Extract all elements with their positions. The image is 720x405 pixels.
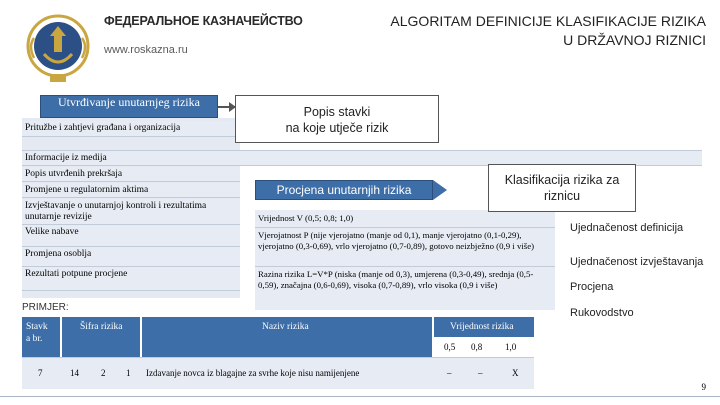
cell-risk-name: Izdavanje novca iz blagajne za svrhe koje nisu namijenjene	[146, 368, 360, 378]
criteria-panel	[255, 210, 555, 310]
cell-risk-code: 2	[101, 368, 106, 378]
assessment-arrow-icon	[433, 180, 447, 200]
classification-box	[488, 164, 636, 212]
header-item-no-line1: Stavk	[26, 322, 48, 332]
source-item: Promjena osoblja	[22, 247, 240, 267]
cell-risk-code: 14	[70, 368, 79, 378]
value-option: 1,0	[505, 342, 517, 352]
source-item: Velike nabave	[22, 225, 240, 247]
affected-items-line1: Popis stavki	[303, 105, 371, 119]
example-label: PRIMJER:	[22, 302, 69, 313]
page-number: 9	[701, 382, 706, 392]
outcome-label: Procjena	[570, 281, 614, 293]
internal-risk-assessment-box: Utvrđivanje unutarnjeg rizika	[40, 95, 218, 118]
cell-risk-code: 1	[126, 368, 131, 378]
criterion-probability: Vjerojatnost P (nije vjerojatno (manje od 0,1), manje vjerojatno (0,1-0,29), vjerojatno (0,3-0,69), vrlo vjerojatno (0,7-0,89), gotovo neizbježno (0,9 i više)	[258, 230, 535, 251]
header-risk-value: Vrijednost rizika	[450, 322, 514, 332]
page-title-line2: U DRŽAVNOJ RIZNICI	[563, 32, 706, 48]
header-risk-code: Šifra rizika	[80, 322, 123, 332]
source-item: Rezultati potpune procjene	[22, 267, 240, 291]
affected-items-line2: na koje utječe rizik	[285, 121, 389, 135]
header-item-no-line2: a br.	[26, 334, 43, 344]
value-option: 0,5	[444, 342, 456, 352]
source-item: Izvještavanje o unutarnjoj kontroli i rezultatima unutarnje revizije	[22, 199, 240, 225]
treasury-emblem-icon	[22, 8, 94, 86]
classification-line2: riznicu	[543, 189, 581, 203]
affected-items-box	[235, 95, 439, 143]
classification-line1: Klasifikacija rizika za	[504, 173, 620, 187]
criterion-risk-level: Razina rizika L=V*P (niska (manje od 0,3), umjerena (0,3-0,49), srednja (0,5-0,59), značajna (0,6-0,69), visoka (0,7-0,89), vrlo visoka (0,9 i više)	[258, 269, 534, 290]
assessment-label-box: Procjena unutarnjih rizika	[255, 180, 433, 200]
outcome-label: Ujednačenost izvještavanja	[570, 256, 704, 268]
media-info-band: Informacije iz medija	[22, 150, 702, 166]
source-item: Promjene u regulatornim aktima	[22, 183, 240, 198]
org-name: ФЕДЕРАЛЬНОЕ КАЗНАЧЕЙСТВО	[104, 14, 303, 28]
footer-rule	[0, 396, 720, 397]
cell-value-mark: –	[447, 368, 452, 378]
cell-value-mark: X	[512, 368, 519, 378]
source-item: Popis utvrđenih prekršaja	[22, 167, 240, 182]
value-option: 0,8	[471, 342, 483, 352]
org-url: www.roskazna.ru	[104, 44, 188, 56]
outcome-label: Rukovodstvo	[570, 307, 634, 319]
criterion-value: Vrijednost V (0,5; 0,8; 1,0)	[258, 213, 354, 223]
cell-item-no: 7	[38, 368, 43, 378]
header-item-no	[26, 321, 48, 345]
outcome-label: Ujednačenost definicija	[570, 222, 684, 234]
header-risk-name: Naziv rizika	[262, 322, 309, 332]
page-title	[306, 12, 706, 50]
divider	[255, 227, 555, 228]
page-title-line1: ALGORITAM DEFINICIJE KLASIFIKACIJE RIZIKA	[390, 13, 706, 29]
cell-value-mark: –	[478, 368, 483, 378]
source-item: Pritužbe i zahtjevi građana i organizacija	[22, 121, 240, 137]
divider	[255, 266, 555, 267]
